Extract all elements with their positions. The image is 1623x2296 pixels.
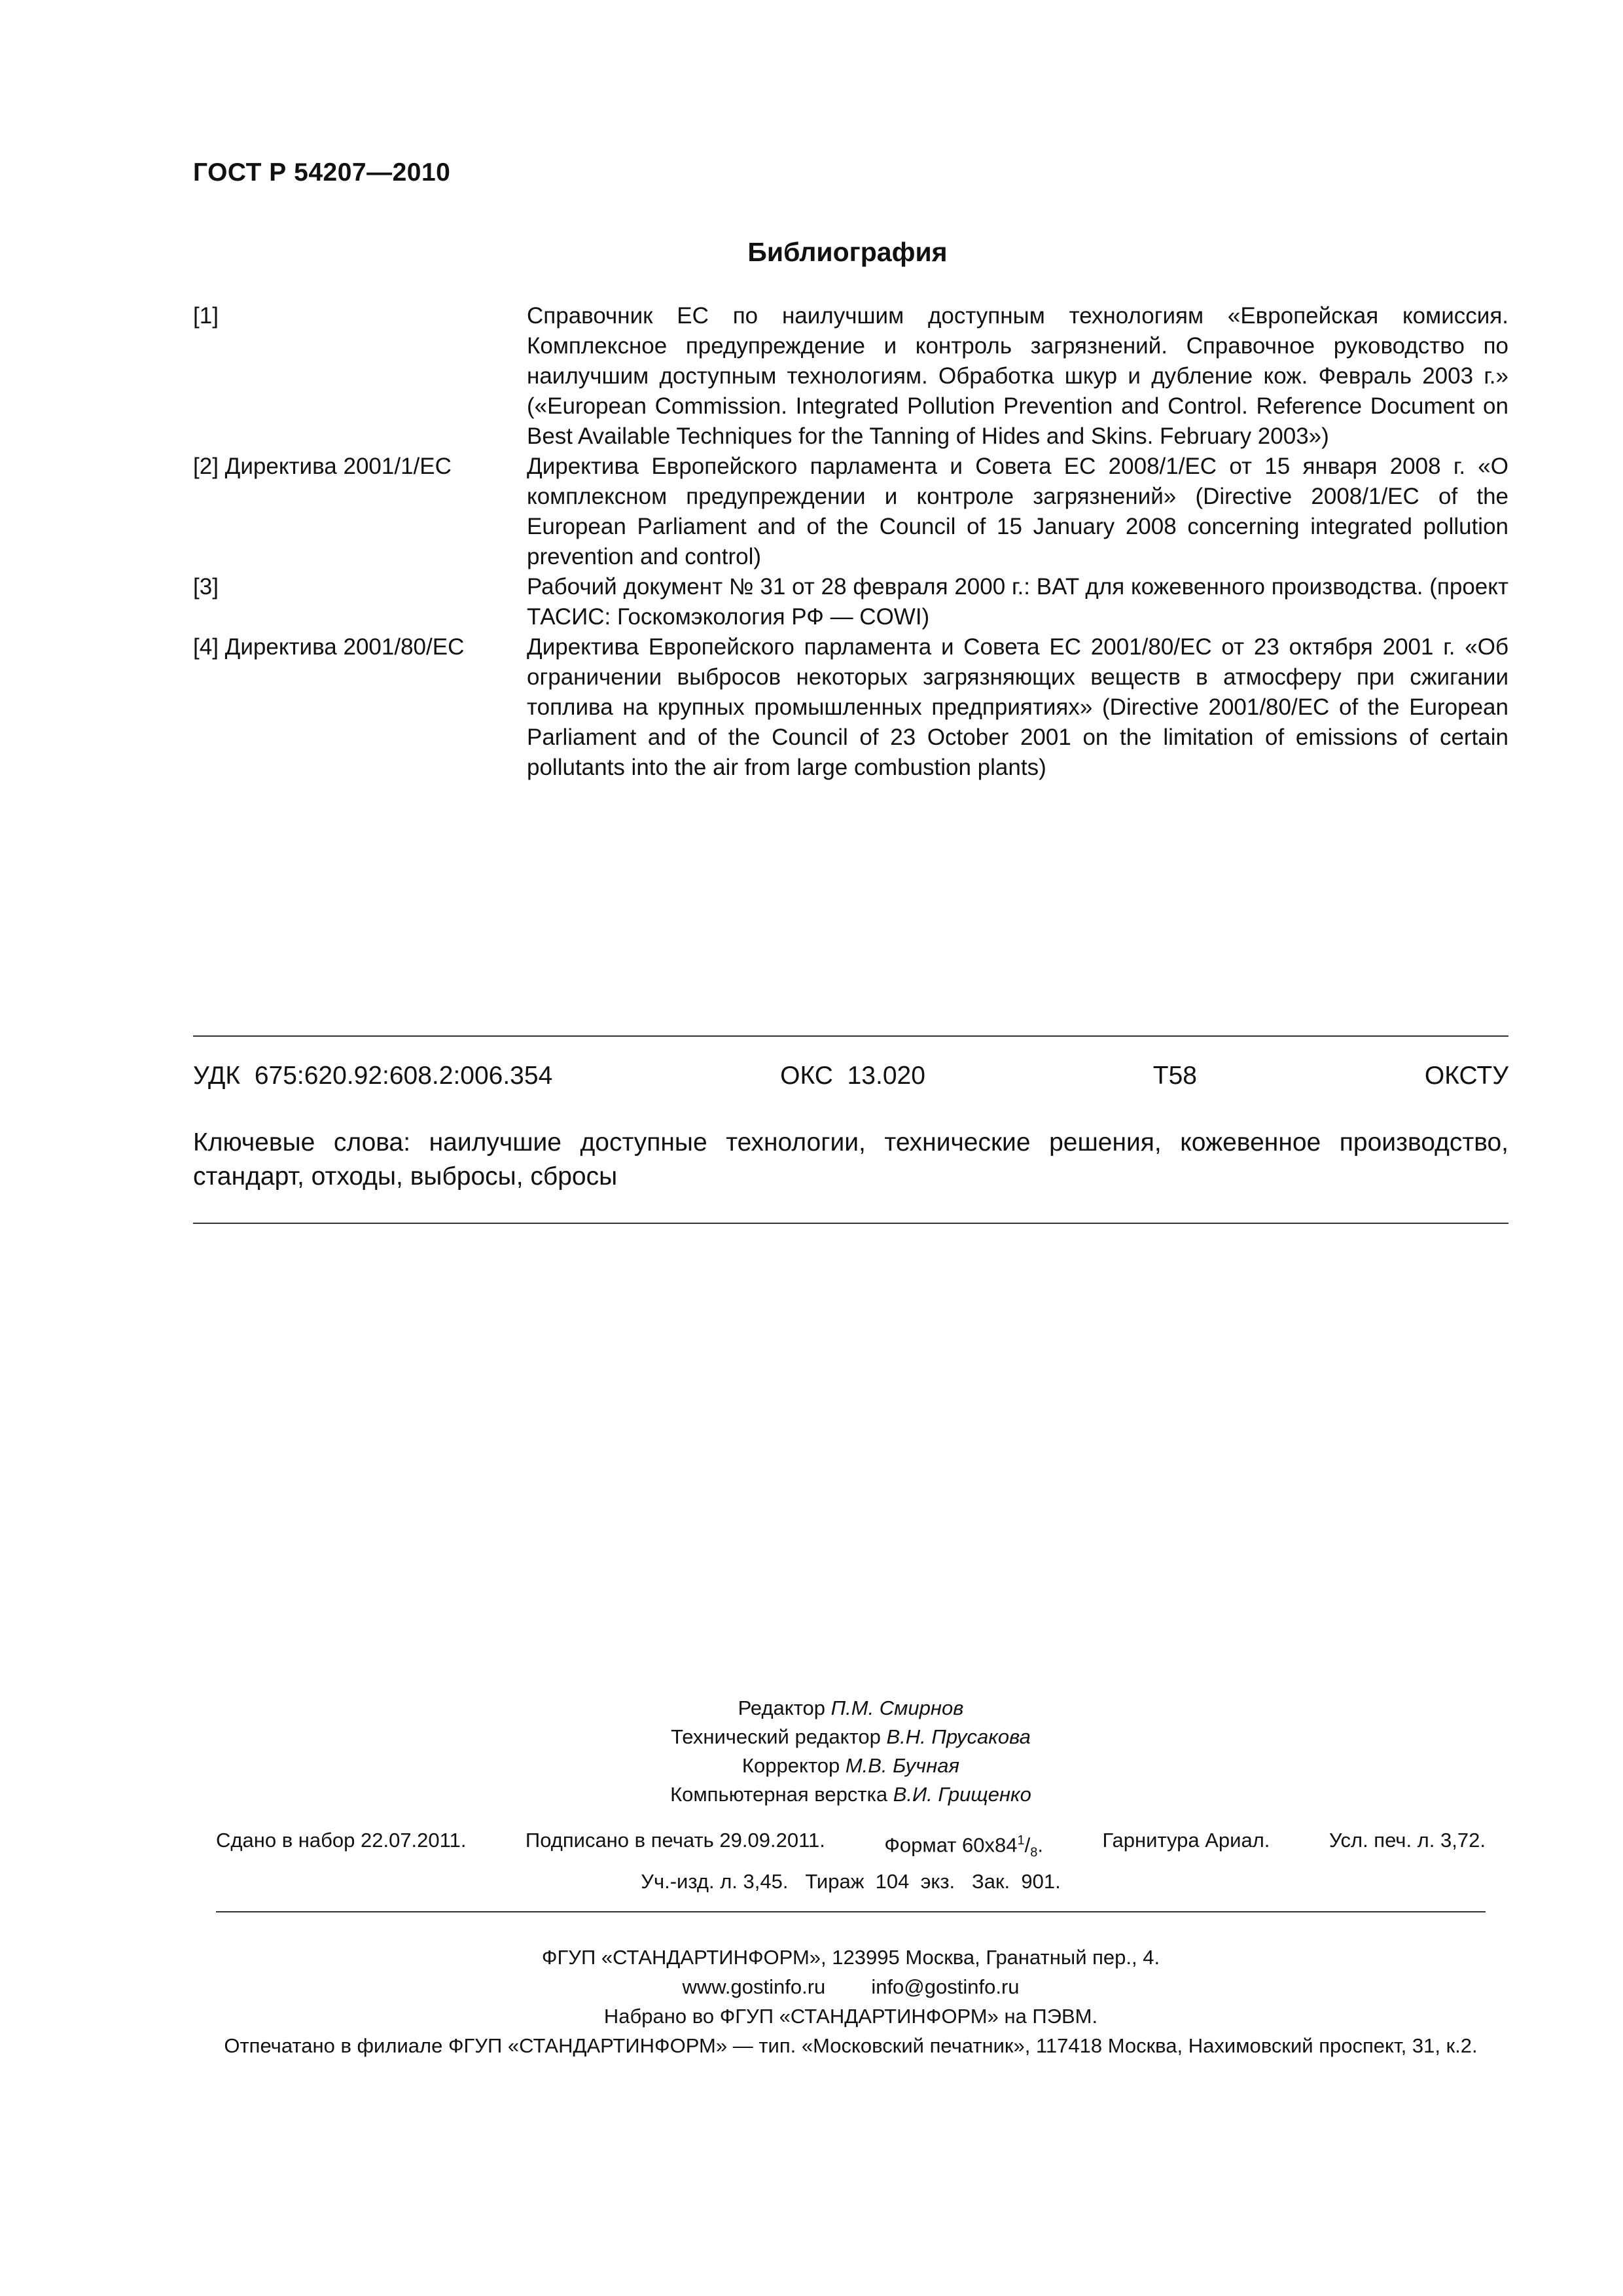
publisher-email: info@gostinfo.ru <box>871 1975 1020 1998</box>
publisher-block <box>0 1943 1623 2060</box>
bibliography-ref: [1] <box>193 303 219 329</box>
print-info-row <box>216 1826 1486 1867</box>
printed-note: Отпечатано в филиале ФГУП «СТАНДАРТИНФОРМ» — тип. «Московский печатник», 117418 Москва, Нахимовский проспект, 31, к.2. <box>224 2034 1478 2057</box>
credit-tech-editor: Технический редактор В.Н. Прусакова <box>671 1725 1031 1748</box>
bibliography-ref: [2] Директива 2001/1/ЕС <box>193 454 452 479</box>
bibliography-text: Рабочий документ № 31 от 28 февраля 2000 г.: BAT для кожевенного производства. (проект ТАСИС: Госкомэкология РФ — COWI) <box>527 574 1508 630</box>
typeset-note: Набрано во ФГУП «СТАНДАРТИНФОРМ» на ПЭВМ. <box>603 2005 1098 2028</box>
bibliography-text: Директива Европейского парламента и Совета ЕС 2001/80/ЕС от 23 октября 2001 г. «Об ограничении выбросов некоторых загрязняющих веществ в атмосферу при сжигании топлива на крупных промышленных предприятиях» (Directive 2001/80/EC of the European Parliament and of the Council of 23 October 2001 on the limitation of emissions of certain pollutants into the air from large combustion plants) <box>527 634 1508 780</box>
print-info-row-2: Уч.-изд. л. 3,45. Тираж 104 экз. Зак. 901. <box>641 1869 1061 1893</box>
credit-proofreader: Корректор М.В. Бучная <box>741 1754 960 1777</box>
credit-layout: Компьютерная верстка В.И. Грищенко <box>670 1783 1031 1806</box>
bibliography-text: Директива Европейского парламента и Совета ЕС 2008/1/ЕС от 15 января 2008 г. «О комплексном предупреждении и контроле загрязнений» (Directive 2008/1/EC of the European Parliament and of the Council of 15 January 2008 concerning integrated pollution prevention and control) <box>527 454 1508 569</box>
typeface: Гарнитура Ариал. <box>1102 1829 1270 1852</box>
publisher-contacts <box>0 1972 1623 2001</box>
udk-code: УДК 675:620.92:608.2:006.354 <box>193 1062 553 1090</box>
okstu-code: ОКСТУ <box>1424 1062 1508 1090</box>
divider-top <box>193 1035 1508 1037</box>
bibliography-ref: [4] Директива 2001/80/ЕС <box>193 634 465 660</box>
print-sheets: Усл. печ. л. 3,72. <box>1329 1829 1486 1852</box>
bibliography-ref: [3] <box>193 574 219 600</box>
bibliography-title: Библиография <box>747 237 948 267</box>
t-code: Т58 <box>1152 1062 1197 1090</box>
bibliography-entry <box>193 452 1508 572</box>
sent-date: Сдано в набор 22.07.2011. <box>216 1829 467 1852</box>
classification-row <box>193 1062 1508 1090</box>
signed-date: Подписано в печать 29.09.2011. <box>525 1829 825 1852</box>
document-code: ГОСТ Р 54207—2010 <box>193 158 451 187</box>
bibliography-list <box>193 301 1508 783</box>
credit-editor: Редактор П.М. Смирнов <box>738 1696 964 1719</box>
keywords: Ключевые слова: наилучшие доступные технологии, технические решения, кожевенное производство, стандарт, отходы, выбросы, сбросы <box>193 1128 1508 1191</box>
bibliography-text: Справочник ЕС по наилучшим доступным технологиям «Европейская комиссия. Комплексное предупреждение и контроль загрязнений. Справочное руководство по наилучшим доступным технологиям. Обработка шкур и дубление кож. Февраль 2003 г.» («European Commission. Integrated Pollution Prevention and Control. Reference Document on Best Available Techniques for the Tanning of Hides and Skins. February 2003») <box>527 303 1508 449</box>
oks-code: ОКС 13.020 <box>780 1062 925 1090</box>
bibliography-entry <box>193 572 1508 632</box>
publisher-website: www.gostinfo.ru <box>682 1975 826 1998</box>
divider-middle <box>193 1223 1508 1224</box>
divider-bottom <box>216 1911 1486 1912</box>
paper-format: Формат $60x84^1/_8$. <box>884 1833 1044 1860</box>
credits-block <box>0 1694 1623 1809</box>
bibliography-entry <box>193 301 1508 452</box>
bibliography-entry <box>193 632 1508 783</box>
publisher-address: ФГУП «СТАНДАРТИНФОРМ», 123995 Москва, Гранатный пер., 4. <box>541 1946 1160 1969</box>
print-info <box>216 1826 1486 1896</box>
